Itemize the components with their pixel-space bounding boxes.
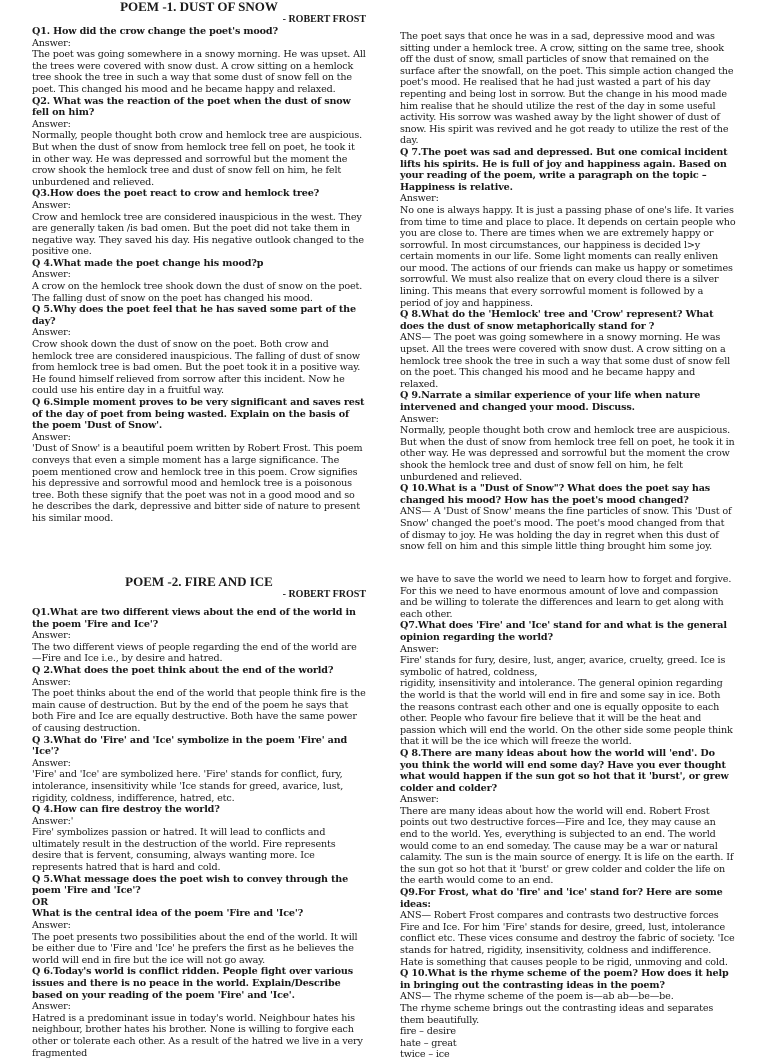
poem1-title: POEM -1. DUST OF SNOW [120,0,278,14]
question-text: Q 4.What made the poet change his mood?p [32,257,264,269]
answer-label: Answer: [32,757,71,769]
answer-text: ANS— The rhyme scheme of the poem is—ab ab—be—be. [400,991,674,1003]
answer-label: Answer: [32,199,71,211]
answer-label: Answer: [32,327,71,339]
question-text: Q1. How did the crow change the poet's mood? [32,26,278,37]
answer-label: Answer: [32,37,71,49]
section1-left-column [32,0,366,525]
answer-text: The poet was going somewhere in a snowy morning. He was upset. All the trees were covered with snow dust. A crow sitting on a hemlock tree shook the tree in such a way that some dust of snow fell on the poet. This changed his mood and he became happy and relaxed. [32,49,366,95]
poem1-author: - ROBERT FROST [282,14,366,25]
poem2-author: - ROBERT FROST [282,589,366,600]
answer-text: Crow shook down the dust of snow on the poet. Both crow and hemlock tree are considered inauspicious. The falling of dust of snow from hemlock tree is bad omen. But the poet took it in a positive way. He found himself relieved from sorrow after this incident. Now he could use his entire day in a fruitful way. [32,339,361,397]
section2-left-column [32,541,366,1059]
answer-text: The rhyme scheme brings out the contrasting ideas and separates them beautifully. [400,1002,714,1026]
answer-label: Answer: [32,118,71,130]
answer-label: Answer: [32,431,71,443]
question-text: Q 10.What is a "Dust of Snow"? What does the poet say has changed his mood? How has the poet's mood changed? [400,483,711,506]
answer-text: The poet thinks about the end of the world that people think fire is the main cause of destruction. But by the end of the poem he says that both Fire and Ice are equally destructive. Both have the same power of causing destruction. [32,688,366,734]
answer-label: Answer:' [32,815,74,827]
question-text: Q 9.Narrate a similar experience of your life when nature intervened and changed your mood. Discuss. [400,390,701,413]
question-text: Q 5.What message does the poet wish to convey through the poem 'Fire and 'Ice'? [32,873,349,897]
question-text: OR [32,896,49,908]
answer-label: Answer: [32,630,71,642]
answer-text: 'Dust of Snow' is a beautiful poem written by Robert Frost. This poem conveys that even a simple moment has a large significance. The poem mentioned crow and hemlock tree in this poem. Crow signifies his depressive and sorrowful mood and hemlock tree is a poisonous tree. Both these signify that the poet was not in a good mood and so he describes the dark, depressive and bitter side of nature to present his similar mood. [32,443,363,524]
question-text: Q7.What does 'Fire' and 'Ice' stand for and what is the general opinion regarding the world? [400,620,727,643]
answer-text: rigidity, insensitivity and intolerance. The general opinion regarding the world is that the world will end in fire and some say in ice. Both the reasons contrast each other and one is equally opposite to each other. People who favour fire believe that it will be the heat and passion which will end the world. On the other side some people think that it will be the ice which will freeze the world. [400,678,733,748]
question-text: Q 10.What is the rhyme scheme of the poem? How does it help in bringing out the contrasting ideas in the poem? [400,968,729,991]
question-text: Q 7.The poet was sad and depressed. But one comical incident lifts his spirits. He is full of joy and happiness again. Based on your reading of the poem, write a paragraph on the topic – Happiness is relative. [400,146,728,193]
poem1-qa-list [32,26,366,525]
answer-label: Answer: [400,794,439,806]
answer-label: Answer: [32,1001,71,1013]
question-text: Q1.What are two different views about the end of the world in the poem 'Fire and Ice'? [32,607,356,630]
poem2-right-qa-list [400,620,736,1061]
answer-text: The poet presents two possibilities about the end of the world. It will be either due to 'Fire and 'Ice' he prefers the first as he believes the world will end in fire but the ice will not go away. [32,931,358,966]
poem1-right-intro: The poet says that once he was in a sad, depressive mood and was sitting under a hemlock tree. A crow, sitting on the same tree, shook off the dust of snow, small particles of snow that remained on the surface after the snowfall, on the poet. This simple action changed the poet's mood. He realised that he had just wasted a part of his day repenting and being lost in sorrow. But the change in his mood made him realise that he should utilize the rest of the day in some useful activity. His sorrow was washed away by the light shower of dust of snow. His spirit was revived and he got ready to utilize the rest of the day. [400,31,734,147]
answer-text: Normally, people thought both crow and hemlock tree are auspicious. But when the dust of snow from hemlock tree fell on poet, he took it in other way. He was depressed and sorrowful but the moment the crow shook the hemlock tree and dust of snow fell on him, he felt unburdened and relieved. [32,130,363,188]
question-text: Q 8.What do the 'Hemlock' tree and 'Crow' represent? What does the dust of snow metaphorically stand for ? [400,309,714,332]
answer-text: A crow on the hemlock tree shook down the dust of snow on the poet. The falling dust of snow on the poet has changed his mood. [32,281,363,304]
question-text: Q9.For Frost, what do 'fire' and 'ice' stand for? Here are some ideas: [400,887,723,910]
answer-text: Normally, people thought both crow and hemlock tree are auspicious. But when the dust of snow from hemlock tree fell on poet, he took it in other way. He was depressed and sorrowful but the moment the crow shook the hemlock tree and dust of snow fell on him, he felt unburdened and relieved. [400,425,735,483]
question-text: Q3.How does the poet react to crow and hemlock tree? [32,188,320,200]
section1-right-column [400,31,736,553]
question-text: Q 4.How can fire destroy the world? [32,804,220,816]
answer-label: Answer: [400,413,439,425]
poem2-right-intro: we have to save the world we need to learn how to forget and forgive. For this we need to have enormous amount of love and compassion and be willing to tolerate the differences and learn to get along with each other. [400,574,732,620]
answer-text: Fire' symbolizes passion or hatred. It will lead to conflicts and ultimately result in the destruction of the world. Fire represents desire that is fervent, consuming, always wanting more. Ice represents hatred that is hard and cold. [32,827,336,874]
answer-label: Answer: [400,643,439,655]
answer-text: ANS— The poet was going somewhere in a snowy morning. He was upset. All the trees were covered with snow dust. A crow sitting on a hemlock tree shook the tree in such a way that some dust of snow fell on the poet. This changed his mood and he became happy and relaxed. [400,332,731,390]
answer-label: Answer: [32,269,71,281]
question-text: Q 6.Simple moment proves to be very significant and saves rest of the day of poet from being wasted. Explain on the basis of the poem 'Dust of Snow'. [32,397,365,432]
poem2-title: POEM -2. FIRE AND ICE [125,574,273,589]
question-text: Q 5.Why does the poet feel that he has saved some part of the day? [32,304,356,327]
answer-text: fire – desire [400,1026,456,1038]
answer-text: ANS— Robert Frost compares and contrasts two destructive forces Fire and Ice. For him 'Fire' stands for desire, greed, lust, intolerance conflict etc. These vices consume and destroy the fabric of society. 'Ice stands for hatred, rigidity, insensitivity, coldness and indifference. Hate is something that causes people to be rigid, unmoving and cold. [400,910,735,968]
answer-text: No one is always happy. It is just a passing phase of one's life. It varies from time to time and place to place. It depends on certain people who you are close to. There are times when we are extremely happy or sorrowful. In most circumstances, our happiness is decided l>y certain moments in our life. Some light moments can really enliven our mood. The actions of our friends can make us happy or sometimes sorrowful. We must also realize that on every cloud there is a silver lining. This means that every sorrowful moment is followed by a period of joy and happiness. [400,204,736,309]
answer-text: The two different views of people regarding the end of the world are—Fire and Ice i.e., by desire and hatred. [32,641,357,665]
answer-text: ANS— A 'Dust of Snow' means the fine particles of snow. This 'Dust of Snow' changed the poet's mood. The poet's mood changed from that of dismay to joy. He was holding the day in regret when this dust of snow fell on him and this simple little thing brought him some joy. [400,506,732,553]
question-text: Q2. What was the reaction of the poet when the dust of snow fell on him? [32,95,351,119]
answer-text: Hatred is a predominant issue in today's world. Neighbour hates his neighbour, brother hates his brother. None is willing to forgive each other or tolerate each other. As a result of the hatred we live in a very fragmented [32,1012,363,1059]
question-text: Q 8.There are many ideas about how the world will 'end'. Do you think the world will end some day? Have you ever thought what would happen if the sun got so hot that it 'burst', or grew colder and colder? [400,747,729,794]
poem2-qa-list [32,607,366,1059]
question-text: Q 3.What do 'Fire' and 'Ice' symbolize in the poem 'Fire' and 'Ice'? [32,734,348,758]
question-text: Q 2.What does the poet think about the end of the world? [32,664,334,676]
section2-right-column [400,574,736,1061]
answer-label: Answer: [400,193,439,205]
answer-text: 'Fire' and 'Ice' are symbolized here. 'Fire' stands for conflict, fury, intolerance, insensitivity while 'Ice stands for greed, avarice, lust, rigidity, coldness, indifference, hatred, etc. [32,769,344,804]
answer-text: Fire' stands for fury, desire, lust, anger, avarice, cruelty, greed. Ice is symbolic of hatred, coldness, [400,655,726,678]
answer-text: There are many ideas about how the world will end. Robert Frost points out two destructive forces—Fire and Ice, they may cause an end to the world. Yes, everything is subjected to an end. The world would come to an end someday. The cause may be a war or natural calamity. The sun is the main source of energy. It is life on the earth. If the sun got so hot that it 'burst' or grew colder and colder the life on the earth would come to an end. [400,805,734,887]
answer-label: Answer: [32,676,71,688]
poem1-right-qa-list [400,147,736,553]
answer-text: twice – ice [400,1049,450,1061]
question-text: Q 6.Today's world is conflict ridden. People fight over various issues and there is no peace in the world. Explain/Describe based on your reading of the poem 'Fire' and 'Ice'. [32,966,354,1001]
answer-text: hate – great [400,1037,457,1049]
question-text: What is the central idea of the poem 'Fire and 'Ice'? [32,908,304,920]
answer-text: Crow and hemlock tree are considered inauspicious in the west. They are generally taken /is bad omen. But the poet did not take them in negative way. They saved his day. His negative outlook changed to the positive one. [32,211,364,258]
answer-label: Answer: [32,920,71,932]
